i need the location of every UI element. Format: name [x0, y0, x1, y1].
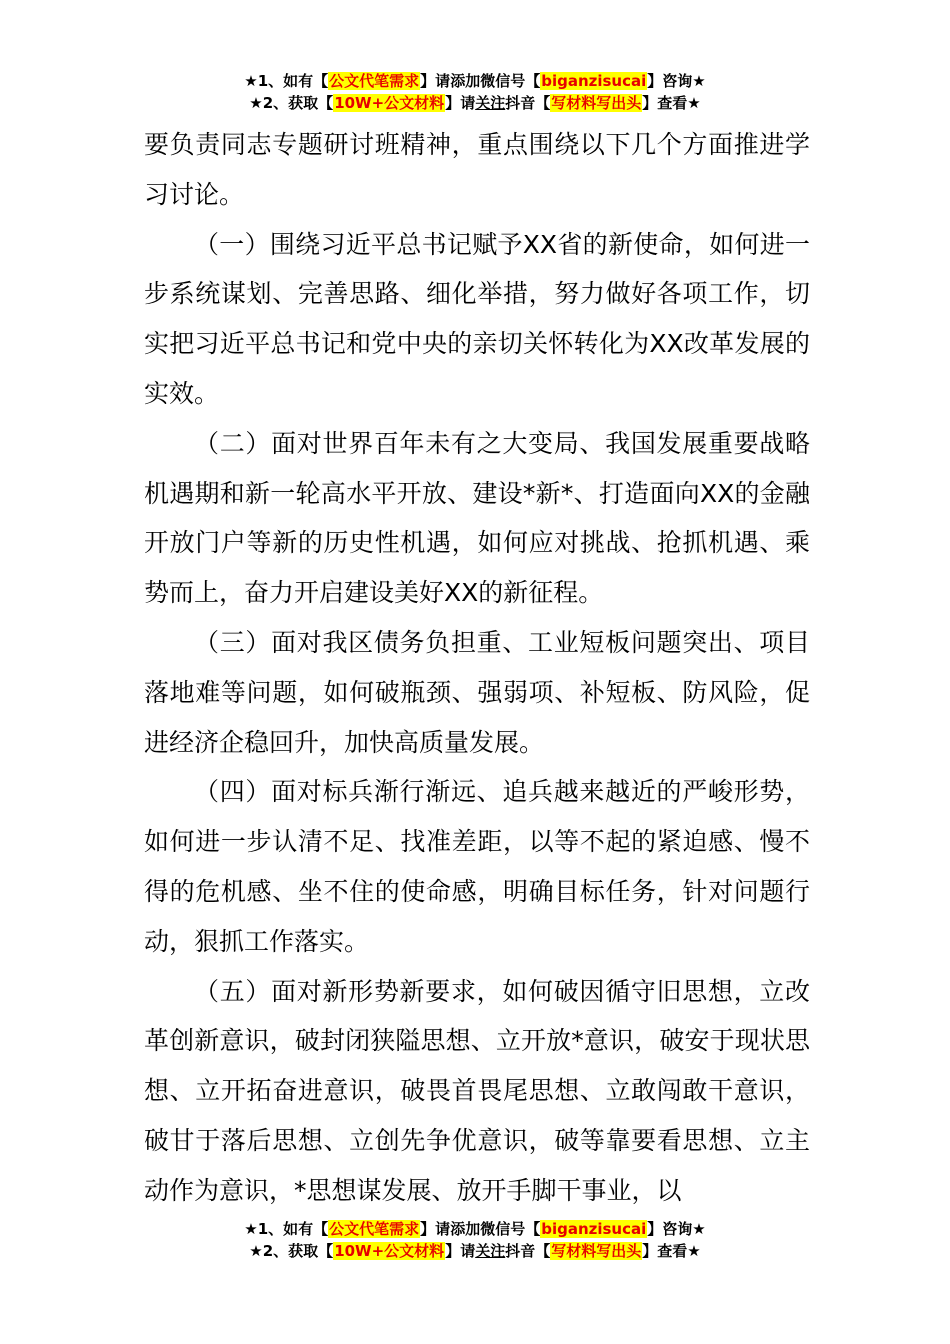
banner-text: 】请 [420, 1220, 451, 1238]
footer-banner [0, 1218, 950, 1262]
paragraph-continuation: 要负责同志专题研讨班精神，重点围绕以下几个方面推进学习讨论。 [144, 130, 810, 209]
banner-text: 】请 [445, 1242, 476, 1260]
highlight-wechat-id: biganzisucai [541, 72, 647, 90]
banner-line-2 [0, 92, 950, 114]
document-body [144, 120, 810, 1216]
highlight-materials: 10W+公文材料 [334, 94, 445, 112]
banner-text: 添加 [450, 1220, 481, 1238]
banner-text: ★2、获取【 [249, 1242, 334, 1260]
paragraph-item-4: （四）面对标兵渐行渐远、追兵越来越近的严峻形势，如何进一步认清不足、找准差距，以等不起的紧迫感、慢不得的危机感、坐不住的使命感，明确目标任务，针对问题行动，狠抓工作落实。 [144, 777, 810, 956]
banner-text: 添加 [450, 72, 481, 90]
paragraph-item-1: （一）围绕习近平总书记赋予XX省的新使命，如何进一步系统谋划、完善思路、细化举措，努力做好各项工作，切实把习近平总书记和党中央的亲切关怀转化为XX改革发展的实效。 [144, 229, 810, 408]
highlight-douyin-account: 写材料写出头 [551, 94, 642, 112]
banner-text: 】请 [420, 72, 451, 90]
paragraph-item-5: （五）面对新形势新要求，如何破因循守旧思想，立改革创新意识，破封闭狭隘思想、立开放*意识，破安于现状思想、立开拓奋进意识，破畏首畏尾思想、立敢闯敢干意识，破甘于落后思想、立创先争优意识，破等靠要看思想、立主动作为意识，*思想谋发展、放开手脚干事业，以 [144, 976, 810, 1205]
banner-text: 关注 [475, 1242, 506, 1260]
banner-text: 】查看★ [642, 94, 701, 112]
banner-text: 关注 [475, 94, 506, 112]
paragraph-item-2: （二）面对世界百年未有之大变局、我国发展重要战略机遇期和新一轮高水平开放、建设*新*、打造面向XX的金融开放门户等新的历史性机遇，如何应对挑战、抢抓机遇、乘势而上，奋力开启建设美好XX的新征程。 [144, 428, 810, 608]
banner-text: 】查看★ [642, 1242, 701, 1260]
highlight-materials: 10W+公文材料 [334, 1242, 445, 1260]
banner-text: 】咨询★ [647, 72, 706, 90]
banner-line-1 [0, 70, 950, 92]
banner-line-1 [0, 1218, 950, 1240]
banner-text: 抖音【 [505, 94, 551, 112]
highlight-wechat-id: biganzisucai [541, 1220, 647, 1238]
banner-text: 】请 [445, 94, 476, 112]
highlight-service: 公文代笔需求 [329, 1220, 420, 1238]
banner-text: ★2、获取【 [249, 94, 334, 112]
paragraph-item-3: （三）面对我区债务负担重、工业短板问题突出、项目落地难等问题，如何破瓶颈、强弱项、补短板、防风险，促进经济企稳回升，加快高质量发展。 [144, 627, 810, 757]
header-banner [0, 70, 950, 114]
banner-text: ★1、如有【 [244, 72, 329, 90]
banner-line-2 [0, 1240, 950, 1262]
banner-text: ★1、如有【 [244, 1220, 329, 1238]
banner-text: 抖音【 [505, 1242, 551, 1260]
highlight-douyin-account: 写材料写出头 [551, 1242, 642, 1260]
banner-text: 微信号【 [480, 72, 541, 90]
banner-text: 微信号【 [480, 1220, 541, 1238]
highlight-service: 公文代笔需求 [329, 72, 420, 90]
banner-text: 】咨询★ [647, 1220, 706, 1238]
